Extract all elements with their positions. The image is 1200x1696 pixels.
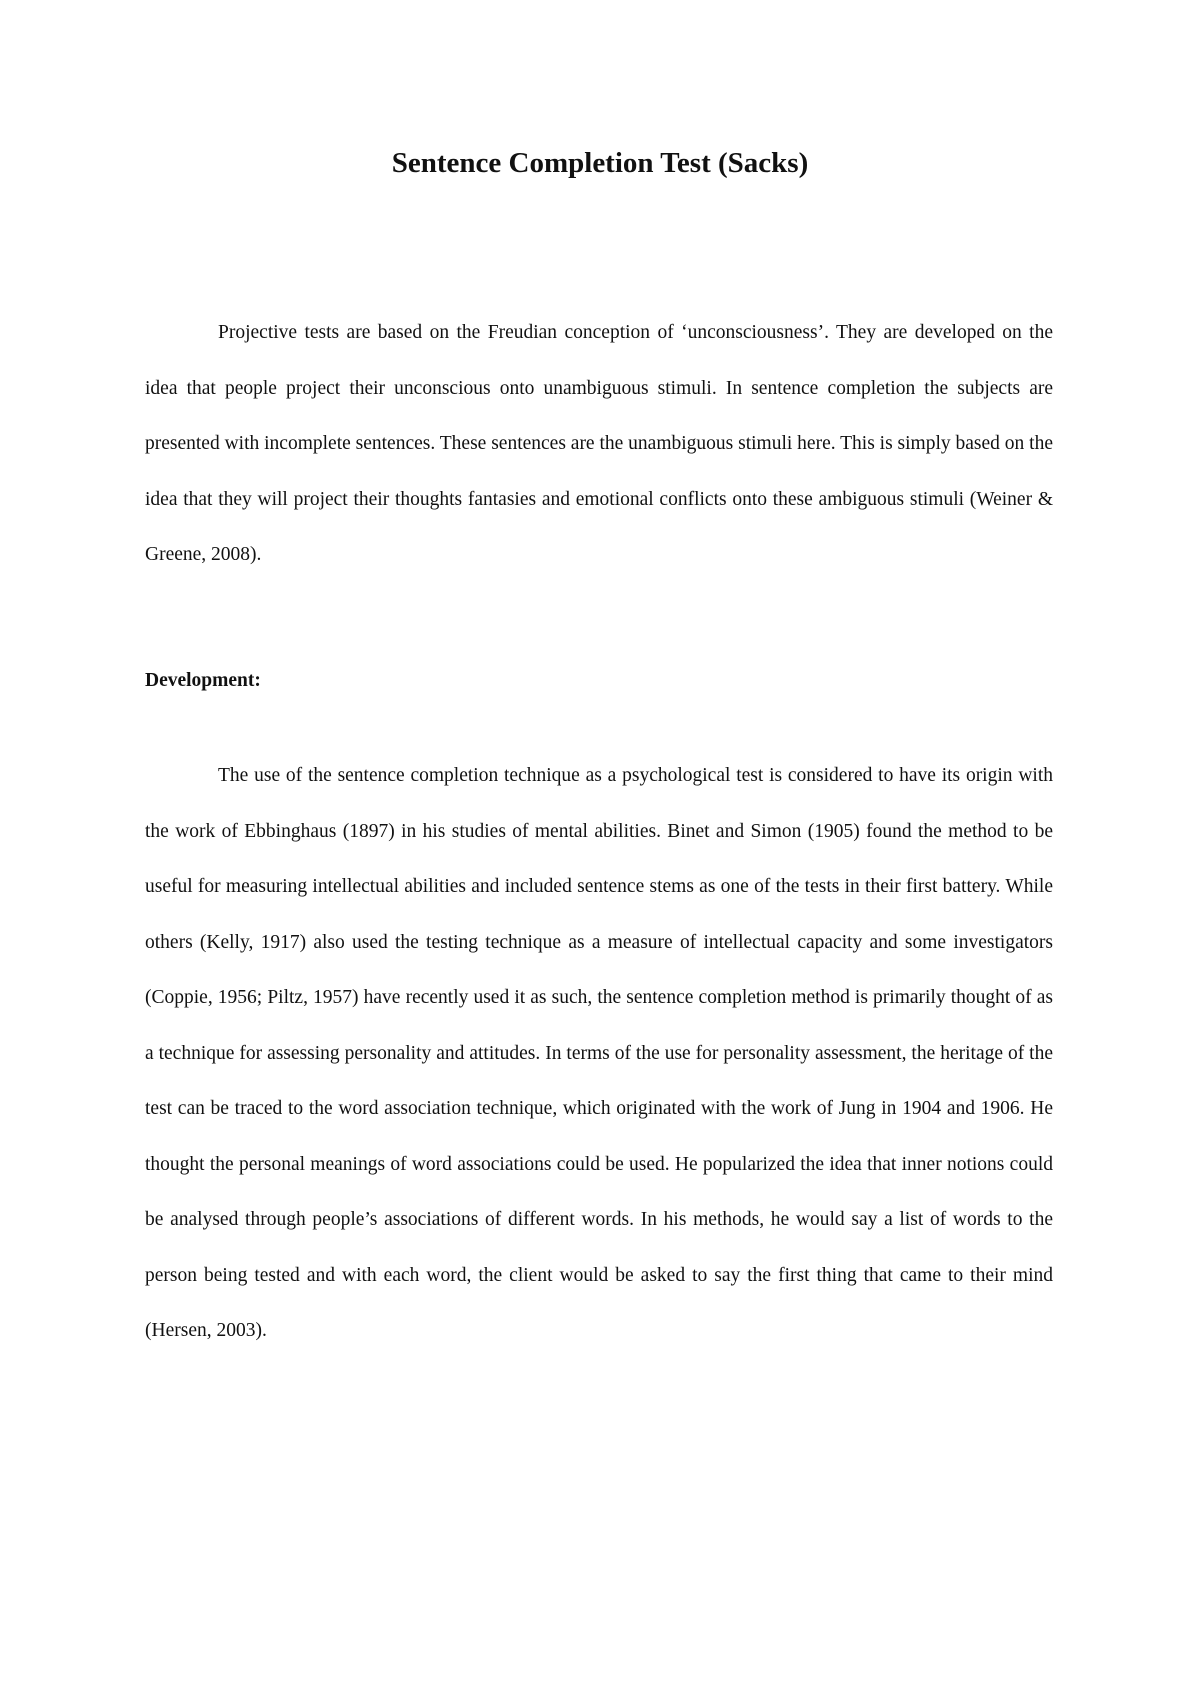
document-title: Sentence Completion Test (Sacks) [391,147,809,179]
section-heading-development: Development: [145,670,261,691]
intro-paragraph: Projective tests are based on the Freudian conception of ‘unconsciousness’. They are developed on the idea that people project their unconscious onto unambiguous stimuli. In sentence completion the subjects are presented with incomplete sentences. These sentences are the unambiguous stimuli here. This is simply based on the idea that they will project their thoughts fantasies and emotional conflicts onto these ambiguous stimuli (Weiner & Greene, 2008). [145,322,1053,565]
development-paragraph: The use of the sentence completion technique as a psychological test is considered to have its origin with the work of Ebbinghaus (1897) in his studies of mental abilities. Binet and Simon (1905) found the method to be useful for measuring intellectual abilities and included sentence stems as one of the tests in their first battery. While others (Kelly, 1917) also used the testing technique as a measure of intellectual capacity and some investigators (Coppie, 1956; Piltz, 1957) have recently used it as such, the sentence completion method is primarily thought of as a technique for assessing personality and attitudes. In terms of the use for personality assessment, the heritage of the test can be traced to the word association technique, which originated with the work of Jung in 1904 and 1906. He thought the personal meanings of word associations could be used. He popularized the idea that inner notions could be analysed through people’s associations of different words. In his methods, he would say a list of words to the person being tested and with each word, the client would be asked to say the first thing that came to their mind (Hersen, 2003). [145,765,1053,1341]
